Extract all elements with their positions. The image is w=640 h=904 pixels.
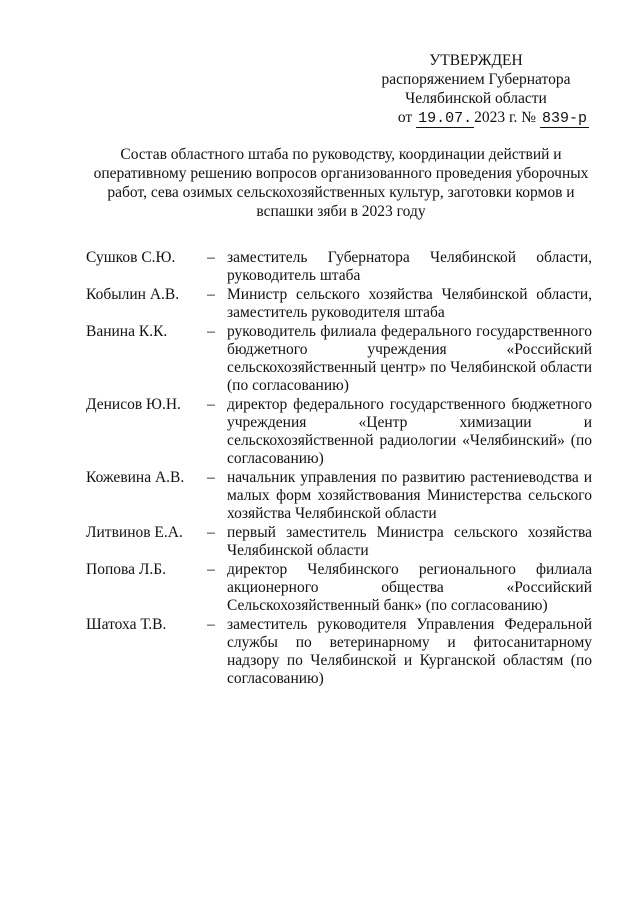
member-role: первый заместитель Министра сельского хозяйства Челябинской области (227, 524, 592, 559)
member-row (86, 249, 592, 285)
approval-number: 839-р (541, 110, 587, 127)
member-row (86, 616, 592, 688)
member-role: директор Челябинского регионального филиала акционерного общества «Российский Сельскохозяйственный банк» (по согласованию) (227, 561, 592, 614)
member-name: Литвинов Е.А. (86, 524, 183, 541)
member-role: Министр сельского хозяйства Челябинской области, заместитель руководителя штаба (227, 286, 592, 321)
approval-region: Челябинской области (405, 90, 547, 107)
member-row (86, 469, 592, 523)
member-role: начальник управления по развитию растениеводства и малых форм хозяйствования Министерства сельского хозяйства Челябинской области (227, 469, 592, 522)
member-name: Ванина К.К. (86, 323, 168, 340)
member-name: Сушков С.Ю. (86, 249, 176, 266)
approval-date-line (360, 108, 592, 128)
member-name: Денисов Ю.Н. (86, 396, 181, 413)
document-title: Состав областного штаба по руководству, координации действий и оперативному решению вопросов организованного проведения уборочных работ, сева озимых сельскохозяйственных культур, заготовки кормов и вспашки зяби в 2023 году (93, 146, 589, 220)
members-list (86, 249, 592, 689)
member-name: Кожевина А.В. (86, 469, 185, 486)
approval-year: 2023 г. № (474, 109, 537, 126)
member-name: Попова Л.Б. (86, 561, 167, 578)
member-name: Кобылин А.В. (86, 286, 180, 303)
member-row (86, 286, 592, 322)
member-row (86, 524, 592, 560)
approval-order-type: распоряжением Губернатора (381, 71, 571, 88)
member-dash: – (207, 323, 215, 340)
member-role: директор федерального государственного бюджетного учреждения «Центр химизации и сельскохозяйственной радиологии «Челябинский» (по согласованию) (227, 396, 592, 467)
member-row (86, 561, 592, 615)
member-dash: – (207, 469, 215, 486)
member-role: руководитель филиала федерального государственного бюджетного учреждения «Российский сельскохозяйственный центр» по Челябинской области (по согласованию) (227, 323, 592, 394)
member-dash: – (207, 286, 215, 303)
approval-heading: УТВЕРЖДЕН (429, 52, 523, 69)
approval-stamp (360, 51, 592, 128)
approval-date: 19.07. (418, 110, 473, 127)
member-dash: – (207, 561, 215, 578)
member-dash: – (207, 616, 215, 633)
member-row (86, 323, 592, 395)
date-prefix: от (397, 109, 413, 126)
member-role: заместитель Губернатора Челябинской области, руководитель штаба (227, 249, 592, 284)
member-row (86, 396, 592, 468)
member-role: заместитель руководителя Управления Федеральной службы по ветеринарному и фитосанитарному надзору по Челябинской и Курганской областям (по согласованию) (227, 616, 592, 687)
member-dash: – (207, 396, 215, 413)
member-dash: – (207, 249, 215, 266)
member-name: Шатоха Т.В. (86, 616, 167, 633)
member-dash: – (207, 524, 215, 541)
